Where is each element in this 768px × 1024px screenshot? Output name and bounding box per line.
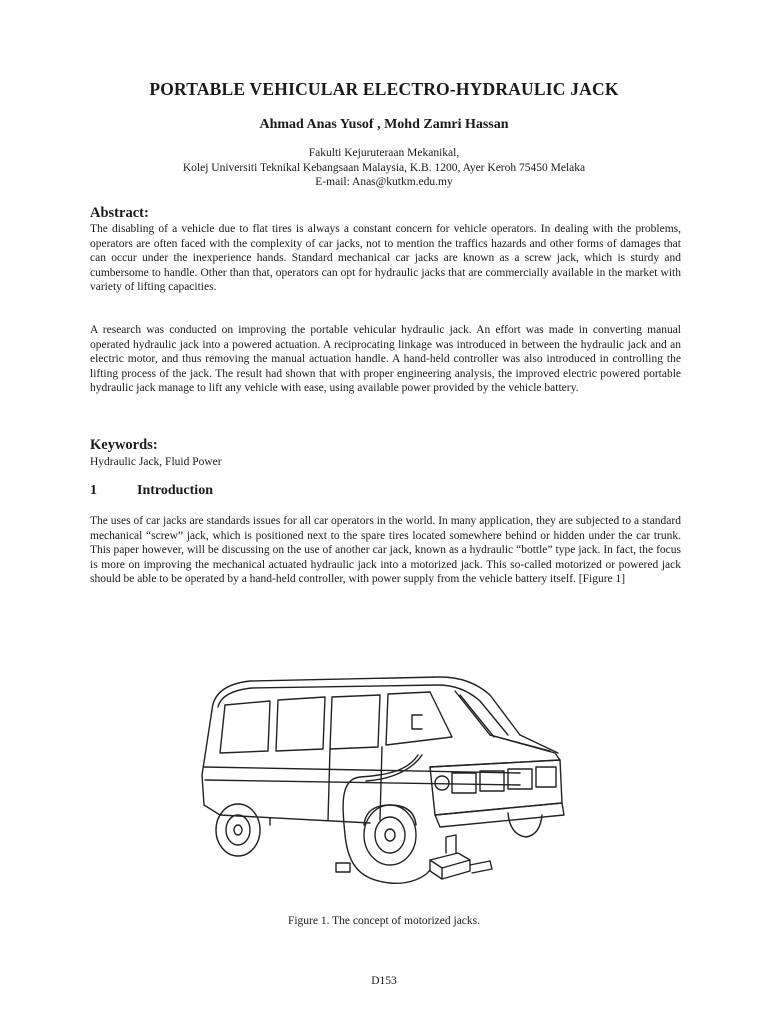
abstract-paragraph-2: [90, 323, 681, 396]
page-number: D153: [371, 975, 397, 987]
keywords-heading: Keywords:: [90, 437, 158, 453]
affiliation-university: Kolej Universiti Teknikal Kebangsaan Malaysia, K.B. 1200, Ayer Keroh 75450 Melaka: [182, 161, 586, 174]
van-jack-illustration: [190, 655, 580, 895]
introduction-text: The uses of car jacks are standards issues for all car operators in the world. In many application, they are subjected to a standard mechanical “screw” jack, which is positioned next to the spare tires located somewhere behind or hidden under the car trunk. This paper however, will be discussing on the use of another car jack, known as a hydraulic “bottle” type jack. In fact, the focus is more on improving the mechanical actuated hydraulic jack into a motorized jack. This so-called motorized or powered jack should be able to be operated by a hand-held controller, with power supply from the vehicle battery itself. [Figure 1]: [90, 515, 681, 586]
abstract-text-2: A research was conducted on improving the portable vehicular hydraulic jack. An effort was made in converting manual operated hydraulic jack into a powered actuation. A reciprocating linkage was introduced in between the hydraulic jack and an electric motor, and thus removing the manual actuation handle. A hand-held controller was also introduced in controlling the lifting process of the jack. The result had shown that with proper engineering analysis, the improved electric powered portable hydraulic jack manage to lift any vehicle with ease, using available power provided by the vehicle battery.: [90, 324, 681, 395]
paper-title: PORTABLE VEHICULAR ELECTRO-HYDRAULIC JACK: [149, 79, 619, 99]
abstract-paragraph-1: [90, 222, 681, 295]
affiliation-block: [0, 146, 768, 190]
paper-authors: Ahmad Anas Yusof , Mohd Zamri Hassan: [259, 117, 509, 132]
affiliation-faculty: Fakulti Kejuruteraan Mekanikal,: [308, 147, 460, 159]
introduction-paragraph: [90, 514, 681, 587]
section-title: Introduction: [137, 483, 213, 498]
keywords-text: Hydraulic Jack, Fluid Power: [90, 456, 222, 468]
affiliation-email: E-mail: Anas@kutkm.edu.my: [315, 176, 453, 188]
abstract-heading: Abstract:: [90, 205, 149, 221]
abstract-text-1: The disabling of a vehicle due to flat tires is always a constant concern for vehicle operators. In dealing with the problems, operators are often faced with the complexity of car jacks, not to mention the traffics hazards and other forms of damages that can occur under the inexperience hands. Standard mechanical car jacks are known as a screw jack, which is sturdy and cumbersome to handle. Other than that, operators can opt for hydraulic jacks that are commercially available in the market with variety of lifting capacities.: [90, 223, 681, 294]
section-number: 1: [90, 483, 97, 498]
figure-caption: Figure 1. The concept of motorized jacks.: [287, 915, 481, 927]
